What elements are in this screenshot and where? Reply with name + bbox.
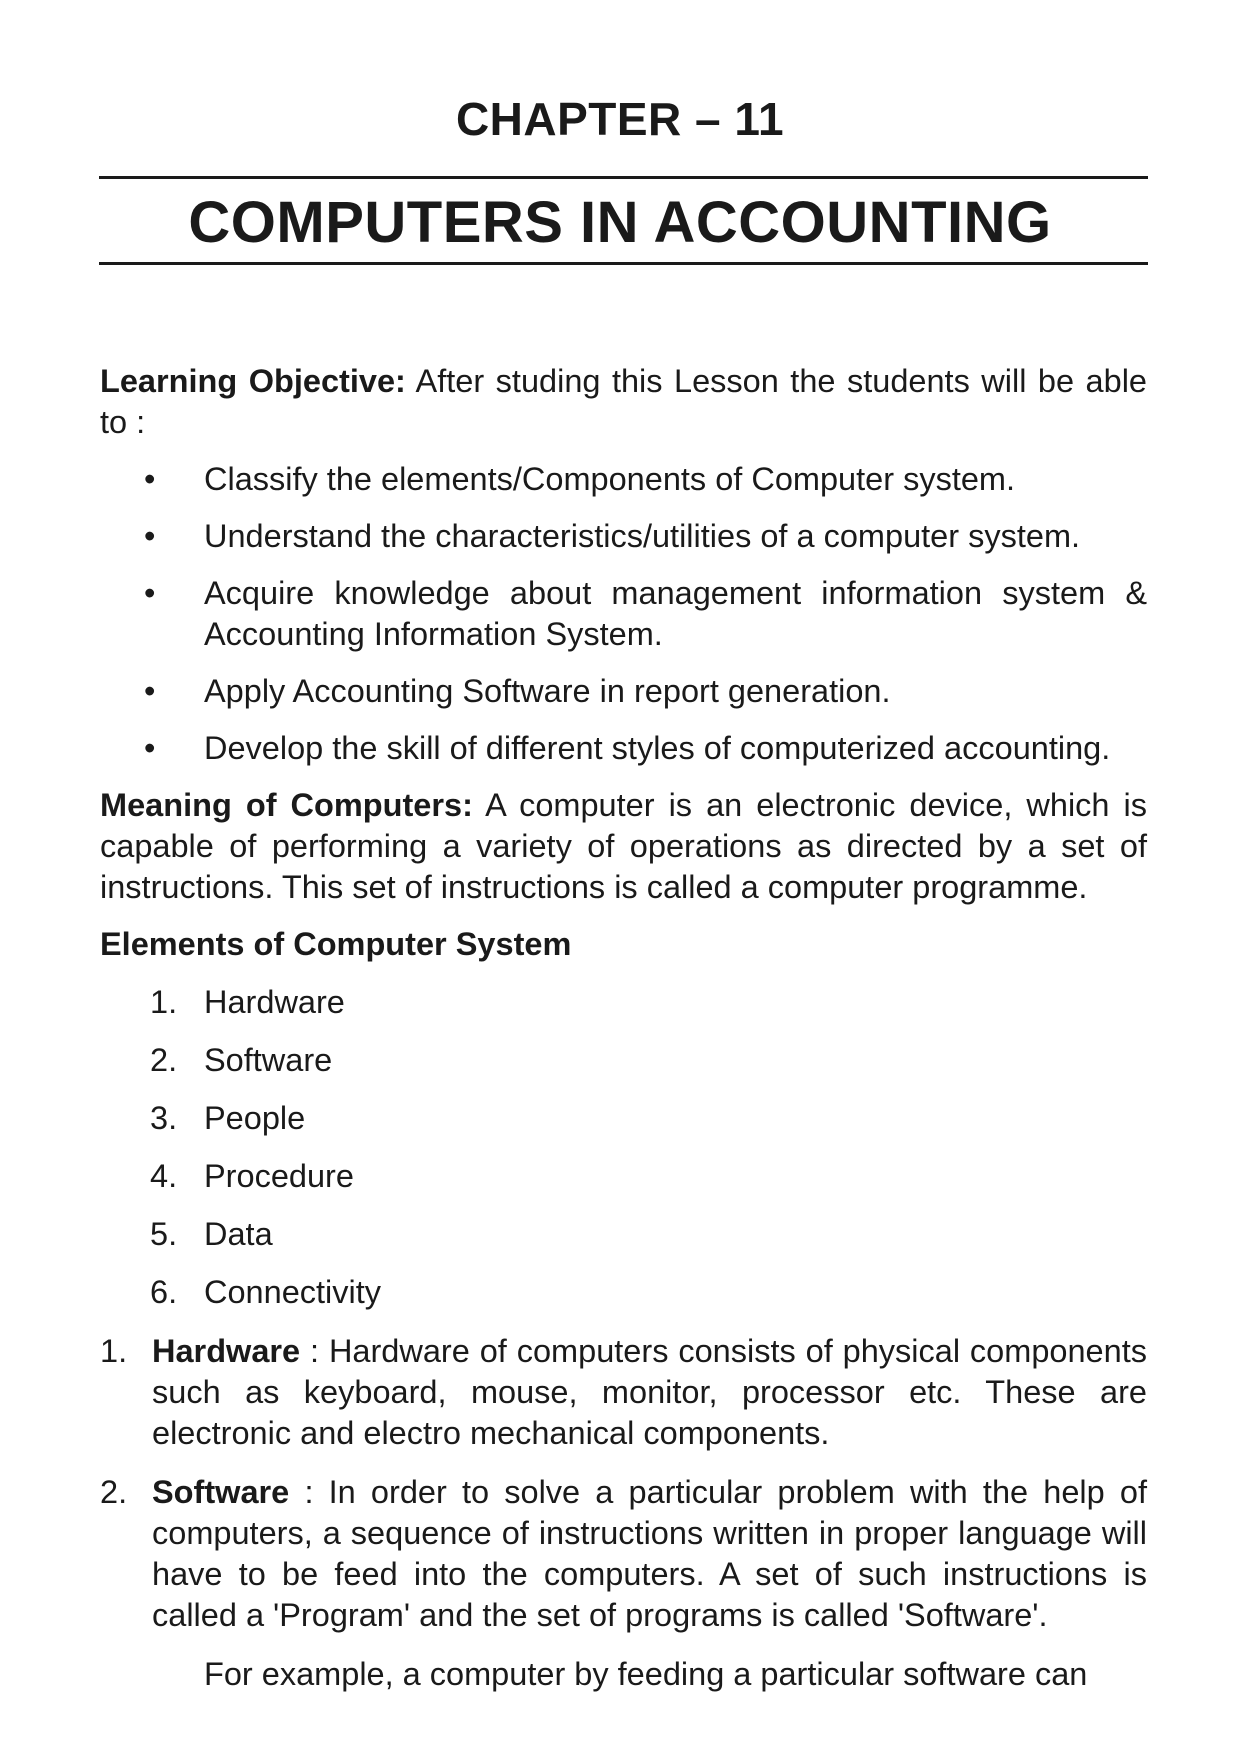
list-item: [100, 516, 1147, 557]
list-item: [100, 1098, 1147, 1139]
list-item: [100, 459, 1147, 500]
list-item: [100, 1272, 1147, 1313]
bullet-icon: •: [144, 730, 156, 766]
list-item: [100, 573, 1147, 655]
bullet-icon: •: [144, 673, 156, 709]
item-label: Hardware: [204, 984, 345, 1020]
elements-heading: Elements of Computer System: [100, 926, 572, 962]
bullet-icon: •: [144, 518, 156, 554]
meaning-text: A computer is an electronic device, which is capable of performing a variety of operations as directed by a set of instructions. This set of instructions is called a computer programme.: [100, 787, 1147, 905]
item-label: Connectivity: [204, 1274, 382, 1310]
chapter-title: COMPUTERS IN ACCOUNTING: [188, 190, 1052, 255]
item-label: Software: [204, 1042, 333, 1078]
objective-text: Apply Accounting Software in report generation.: [204, 673, 891, 709]
definition-term: Software: [152, 1474, 290, 1510]
hardware-definition: [100, 1331, 1147, 1454]
learning-objective-paragraph: [100, 361, 1147, 443]
meaning-paragraph: [100, 785, 1147, 908]
definition-text: : Hardware of computers consists of physical components such as keyboard, mouse, monitor, processor etc. These are electronic and electro mechanical components.: [152, 1333, 1147, 1451]
objectives-list: [100, 459, 1147, 769]
item-number: 1.: [150, 984, 178, 1020]
example-paragraph: For example, a computer by feeding a particular software can: [204, 1656, 1088, 1692]
list-item: [100, 1040, 1147, 1081]
bullet-icon: •: [144, 461, 156, 497]
item-number: 2.: [150, 1042, 178, 1078]
item-number: 4.: [150, 1158, 178, 1194]
list-item: [100, 1156, 1147, 1197]
definition-number: 2.: [100, 1474, 128, 1510]
list-item: [100, 671, 1147, 712]
document-body: [100, 361, 1147, 1695]
learning-objective-text: After studing this Lesson the students will be able to :: [100, 363, 1147, 440]
item-label: People: [204, 1100, 306, 1136]
list-item: [100, 728, 1147, 769]
definition-number: 1.: [100, 1333, 128, 1369]
objective-text: Acquire knowledge about management information system & Accounting Information System.: [204, 575, 1147, 652]
definition-term: Hardware: [152, 1333, 301, 1369]
chapter-number: CHAPTER – 11: [455, 93, 785, 145]
elements-list: [100, 982, 1147, 1313]
bullet-icon: •: [144, 575, 156, 611]
meaning-label: Meaning of Computers:: [100, 787, 473, 823]
item-label: Data: [204, 1216, 273, 1252]
list-item: [100, 1214, 1147, 1255]
item-label: Procedure: [204, 1158, 354, 1194]
objective-text: Develop the skill of different styles of computerized accounting.: [204, 730, 1111, 766]
learning-objective-label: Learning Objective:: [100, 363, 406, 399]
objective-text: Classify the elements/Components of Computer system.: [204, 461, 1016, 497]
item-number: 5.: [150, 1216, 178, 1252]
objective-text: Understand the characteristics/utilities of a computer system.: [204, 518, 1081, 554]
list-item: [100, 982, 1147, 1023]
title-rule-bottom: [99, 262, 1148, 265]
software-definition: [100, 1472, 1147, 1636]
title-rule-top: [99, 176, 1148, 179]
item-number: 3.: [150, 1100, 178, 1136]
item-number: 6.: [150, 1274, 178, 1310]
definition-text: : In order to solve a particular problem with the help of computers, a sequence of instructions written in proper language will have to be feed into the computers. A set of such instructions is called a 'Program' and the set of programs is called 'Software'.: [152, 1474, 1147, 1633]
